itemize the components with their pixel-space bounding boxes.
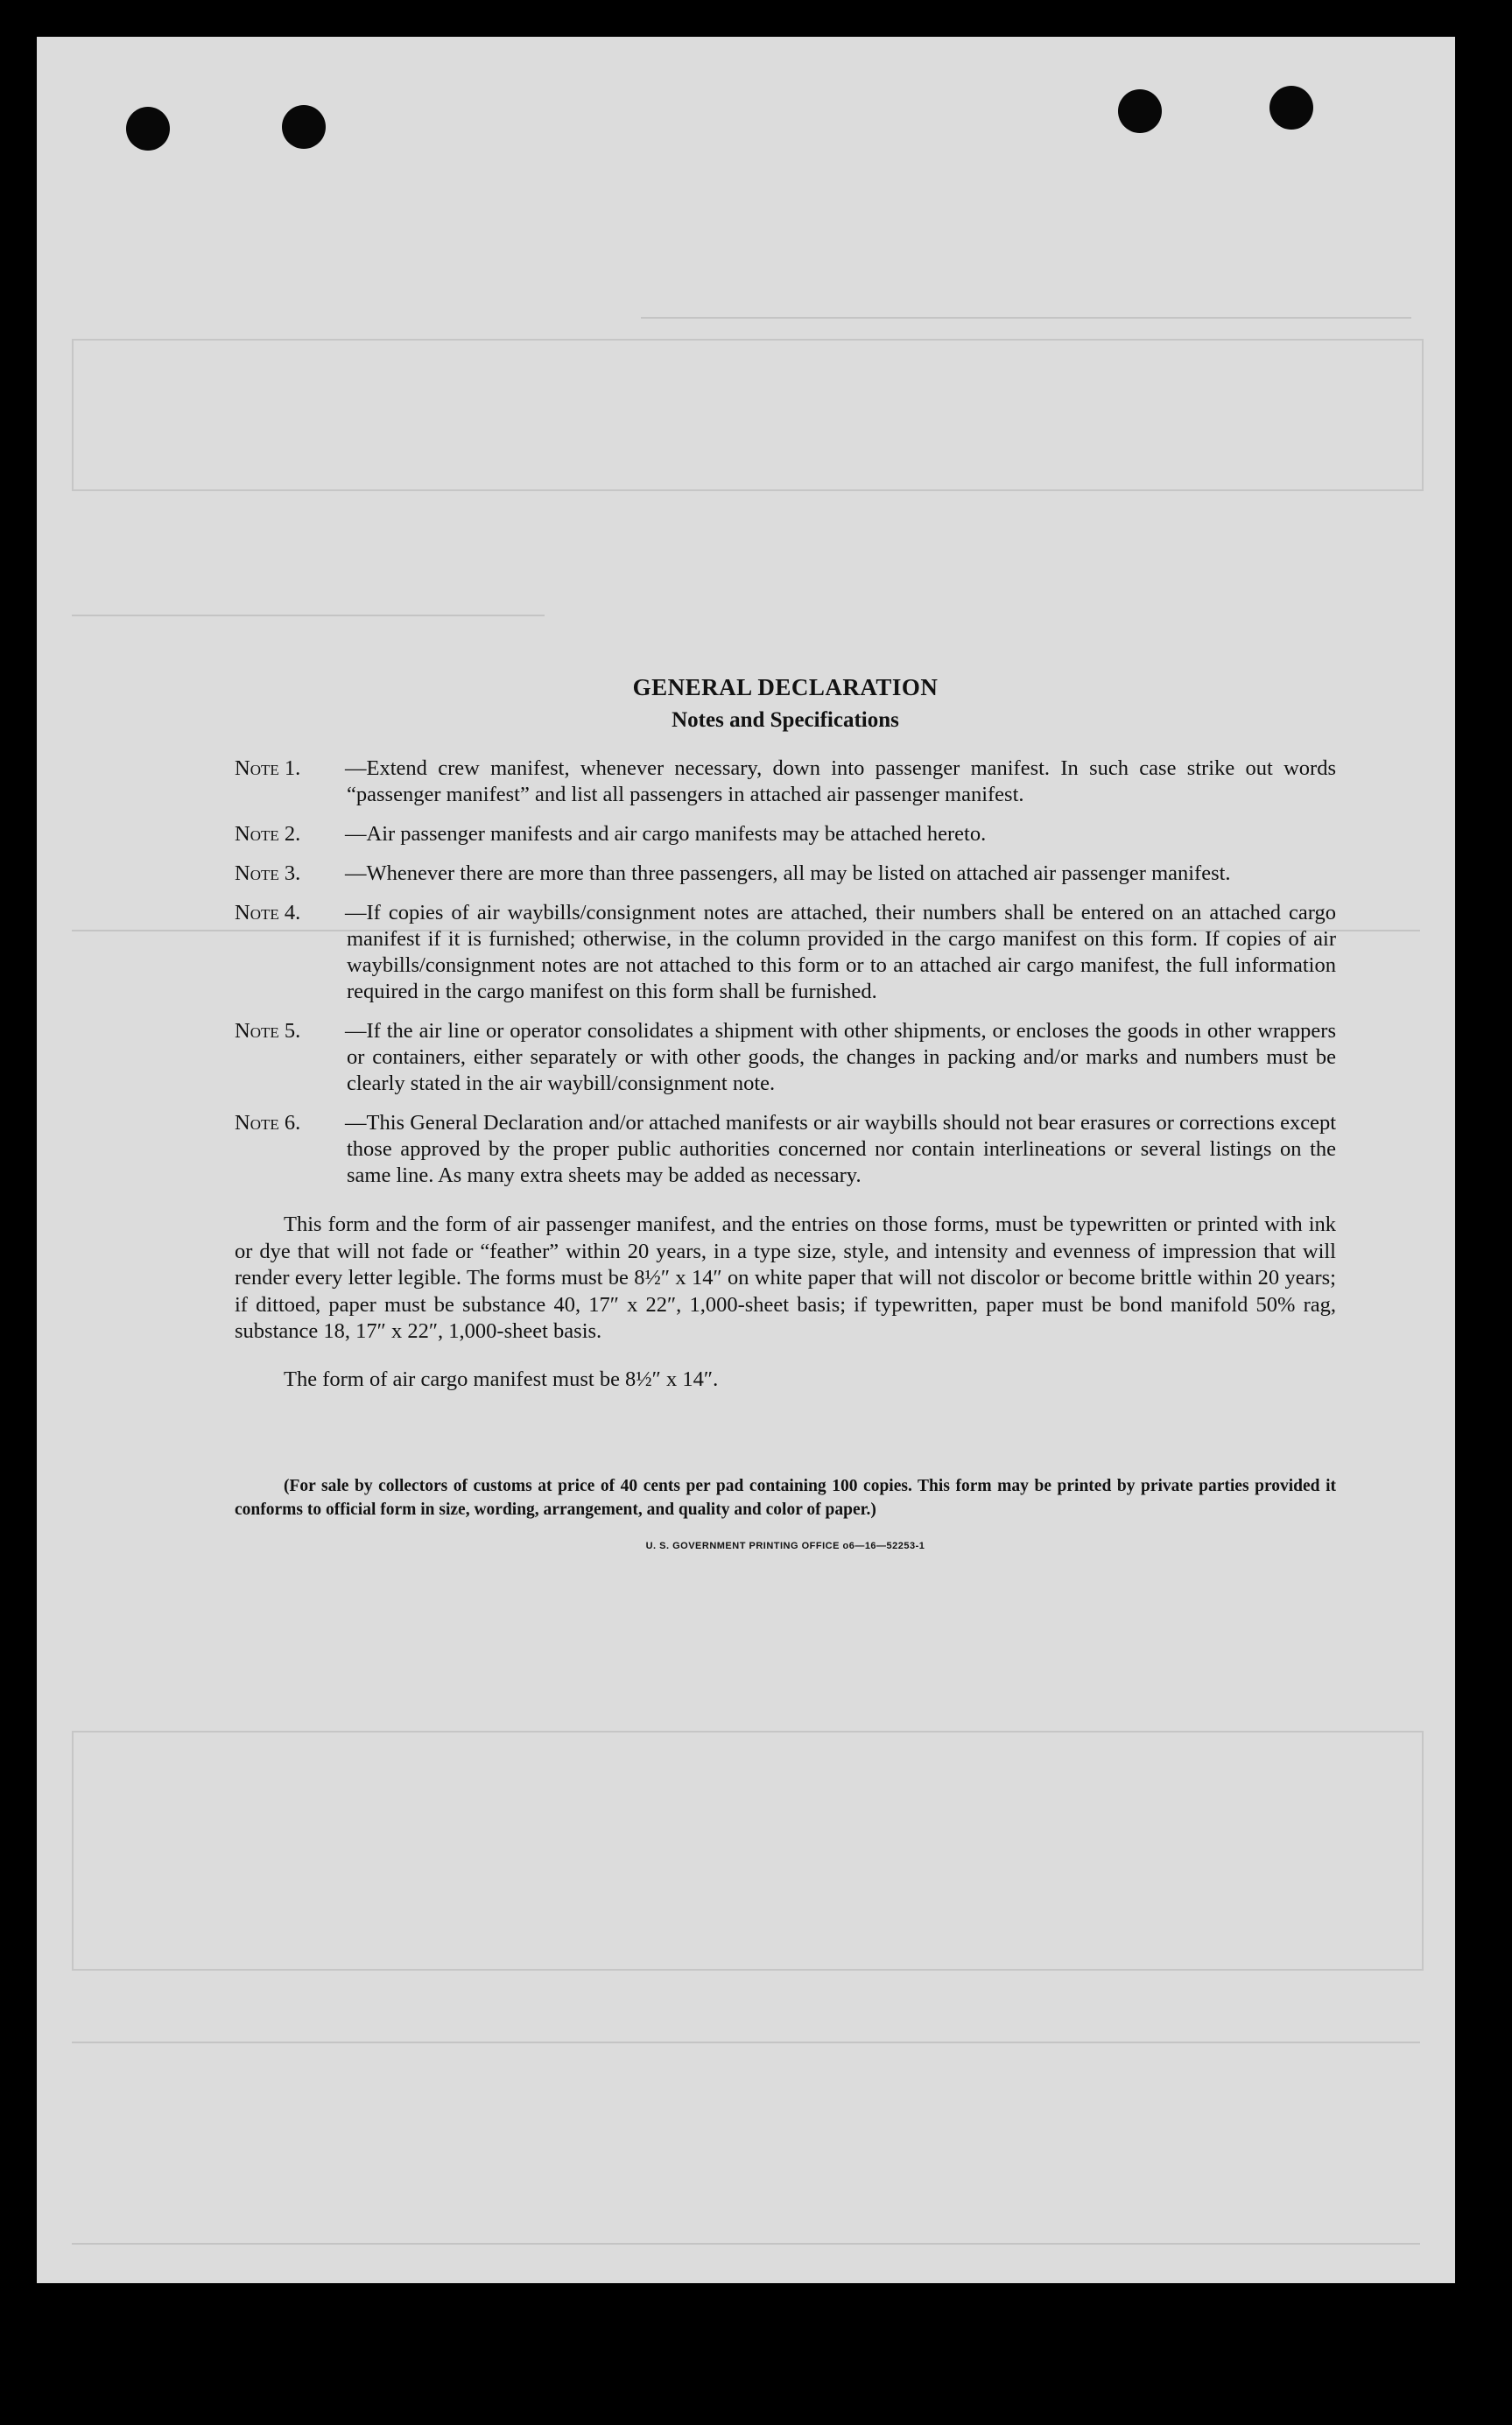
page-title: GENERAL DECLARATION	[632, 674, 939, 700]
note-1	[235, 756, 1336, 808]
note-5	[235, 1018, 1336, 1097]
printing-office-imprint: U. S. GOVERNMENT PRINTING OFFICE o6—16—52253-1	[645, 1540, 925, 1551]
document-page	[37, 37, 1455, 2283]
note-4	[235, 900, 1336, 1005]
bleed-through-table	[72, 339, 1424, 491]
note-text: —Air passenger manifests and air cargo manifests may be attached hereto.	[345, 822, 987, 846]
note-2	[235, 821, 1336, 847]
bleed-through-line	[641, 317, 1411, 319]
note-label: Note 6.	[235, 1111, 301, 1135]
punch-hole-right-1	[1118, 89, 1162, 133]
note-label: Note 5.	[235, 1019, 301, 1043]
note-label: Note 1.	[235, 756, 301, 780]
note-label: Note 2.	[235, 822, 301, 846]
note-6	[235, 1110, 1336, 1189]
note-text: —Extend crew manifest, whenever necessary, down into passenger manifest. In such case strike out words “passenger manifest” and list all passengers in attached air passenger manifest.	[345, 756, 1336, 806]
punch-hole-right-2	[1269, 86, 1313, 130]
note-3	[235, 861, 1336, 887]
bleed-through-line	[72, 2042, 1420, 2043]
bleed-through-cargo-table	[72, 1731, 1424, 1971]
bleed-through-line	[72, 615, 545, 616]
page-subtitle: Notes and Specifications	[672, 708, 899, 732]
note-label: Note 3.	[235, 861, 301, 885]
punch-hole-left-1	[126, 107, 170, 151]
note-text: —If copies of air waybills/consignment notes are attached, their numbers shall be entered on an attached cargo manifest if it is furnished; otherwise, in the column provided in the cargo manifest on this form. If copies of air waybills/consignment notes are not attached to this form or to an attached air cargo manifest, the full information required in the cargo manifest on this form shall be furnished.	[345, 901, 1336, 1003]
notes-and-specifications	[235, 674, 1336, 1551]
note-text: —This General Declaration and/or attached manifests or air waybills should not bear erasures or corrections except those approved by the proper public authorities concerned nor contain interlineations or several listings on the same line. As many extra sheets may be added as necessary.	[345, 1111, 1336, 1187]
punch-hole-left-2	[282, 105, 326, 149]
note-label: Note 4.	[235, 901, 301, 924]
bleed-through-line	[72, 2243, 1420, 2245]
sale-notice: (For sale by collectors of customs at price of 40 cents per pad containing 100 copies. This form may be printed by private parties provided it conforms to official form in size, wording, arrangement, and quality and color of paper.)	[235, 1476, 1336, 1519]
note-text: —Whenever there are more than three passengers, all may be listed on attached air passenger manifest.	[345, 861, 1231, 885]
cargo-manifest-size-paragraph: The form of air cargo manifest must be 8½″ x 14″.	[284, 1367, 719, 1391]
note-text: —If the air line or operator consolidates a shipment with other shipments, or encloses the goods in other wrappers or containers, either separately or with other goods, the changes in packing and/or marks and numbers must be clearly stated in the air waybill/consignment note.	[345, 1019, 1336, 1095]
form-specification-paragraph: This form and the form of air passenger manifest, and the entries on those forms, must be typewritten or printed with ink or dye that will not fade or “feather” within 20 years, in a type size, style, and intensity and evenness of impression that will render every letter legible. The forms must be 8½″ x 14″ on white paper that will not discolor or become brittle within 20 years; if dittoed, paper must be substance 40, 17″ x 22″, 1,000-sheet basis; if typewritten, paper must be bond manifold 50% rag, substance 18, 17″ x 22″, 1,000-sheet basis.	[235, 1212, 1336, 1343]
